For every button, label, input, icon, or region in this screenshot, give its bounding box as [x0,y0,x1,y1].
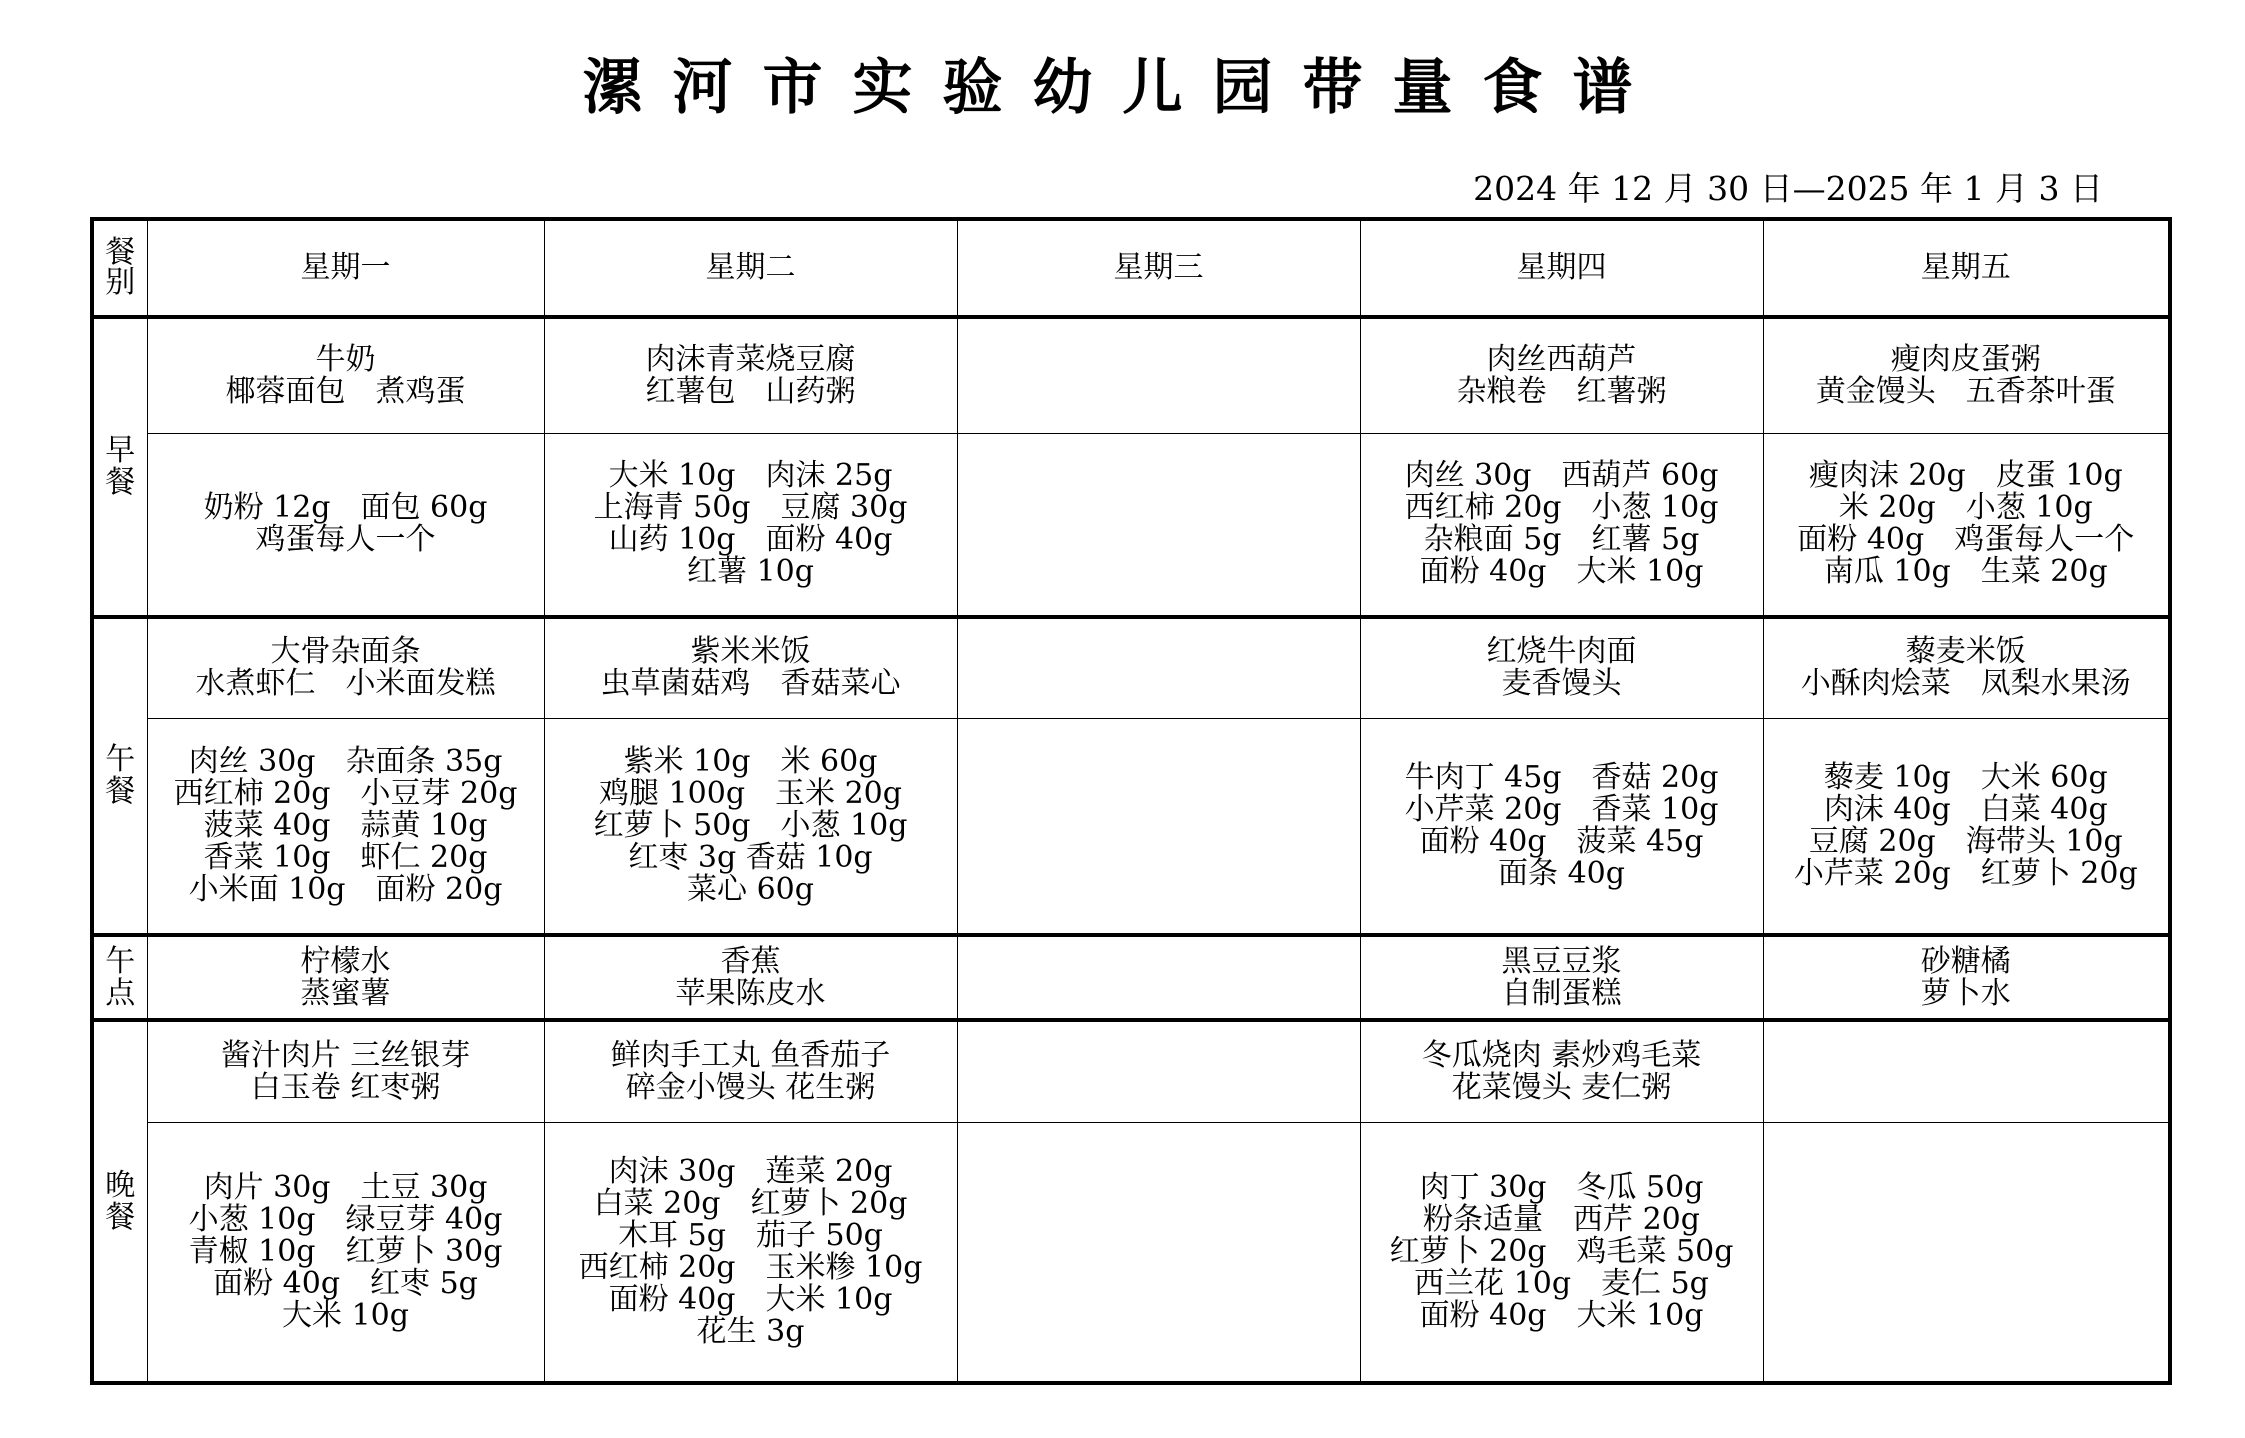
ingredients-cell [957,433,1360,617]
ingredients-cell [1763,1122,2170,1383]
ingredients-cell: 牛肉丁 45g 香菇 20g 小芹菜 20g 香菜 10g 面粉 40g 菠菜 45g 面条 40g [1360,718,1763,935]
ingredients-cell: 奶粉 12g 面包 60g 鸡蛋每人一个 [147,433,544,617]
dish-cell: 冬瓜烧肉 素炒鸡毛菜 花菜馒头 麦仁粥 [1360,1020,1763,1122]
dish-cell: 瘦肉皮蛋粥 黄金馒头 五香茶叶蛋 [1763,317,2170,433]
ingredients-cell [957,718,1360,935]
dish-cell [957,935,1360,1020]
dish-cell: 香蕉 苹果陈皮水 [544,935,957,1020]
dish-cell: 牛奶 椰蓉面包 煮鸡蛋 [147,317,544,433]
ingredients-cell: 肉丁 30g 冬瓜 50g 粉条适量 西芹 20g 红萝卜 20g 鸡毛菜 50g 西兰花 10g 麦仁 5g 面粉 40g 大米 10g [1360,1122,1763,1383]
day-header: 星期五 [1763,219,2170,317]
ingredients-cell: 肉丝 30g 西葫芦 60g 西红柿 20g 小葱 10g 杂粮面 5g 红薯 5g 面粉 40g 大米 10g [1360,433,1763,617]
page-title: 漯河市实验幼儿园带量食谱 [582,53,1663,123]
dish-cell: 黑豆豆浆 自制蛋糕 [1360,935,1763,1020]
day-header: 星期四 [1360,219,1763,317]
dish-cell [957,317,1360,433]
meal-label-breakfast: 早 餐 [92,317,147,617]
meal-column-header: 餐 别 [92,219,147,317]
dish-cell: 酱汁肉片 三丝银芽 白玉卷 红枣粥 [147,1020,544,1122]
dinner-ingredients-row [92,1122,2170,1383]
ingredients-cell: 大米 10g 肉沫 25g 上海青 50g 豆腐 30g 山药 10g 面粉 40g 红薯 10g [544,433,957,617]
header-row [92,219,2170,317]
date-range: 2024 年 12 月 30 日—2025 年 1 月 3 日 [1473,169,2103,208]
menu-table [90,217,2172,1385]
dish-cell: 红烧牛肉面 麦香馒头 [1360,617,1763,718]
day-header: 星期三 [957,219,1360,317]
dish-cell: 鲜肉手工丸 鱼香茄子 碎金小馒头 花生粥 [544,1020,957,1122]
ingredients-cell: 藜麦 10g 大米 60g 肉沫 40g 白菜 40g 豆腐 20g 海带头 10g 小芹菜 20g 红萝卜 20g [1763,718,2170,935]
meal-label-dinner: 晚 餐 [92,1020,147,1383]
ingredients-cell: 紫米 10g 米 60g 鸡腿 100g 玉米 20g 红萝卜 50g 小葱 10g 红枣 3g 香菇 10g 菜心 60g [544,718,957,935]
dish-cell: 柠檬水 蒸蜜薯 [147,935,544,1020]
ingredients-cell: 肉丝 30g 杂面条 35g 西红柿 20g 小豆芽 20g 菠菜 40g 蒜黄 10g 香菜 10g 虾仁 20g 小米面 10g 面粉 20g [147,718,544,935]
dish-cell: 紫米米饭 虫草菌菇鸡 香菇菜心 [544,617,957,718]
dish-cell: 肉丝西葫芦 杂粮卷 红薯粥 [1360,317,1763,433]
day-header: 星期二 [544,219,957,317]
dish-cell: 肉沫青菜烧豆腐 红薯包 山药粥 [544,317,957,433]
breakfast-ingredients-row [92,433,2170,617]
day-header: 星期一 [147,219,544,317]
dish-cell [957,1020,1360,1122]
ingredients-cell: 肉沫 30g 莲菜 20g 白菜 20g 红萝卜 20g 木耳 5g 茄子 50g 西红柿 20g 玉米糁 10g 面粉 40g 大米 10g 花生 3g [544,1122,957,1383]
meal-label-snack: 午 点 [92,935,147,1020]
lunch-dishes-row [92,617,2170,718]
dish-cell [957,617,1360,718]
dish-cell: 砂糖橘 萝卜水 [1763,935,2170,1020]
ingredients-cell: 瘦肉沫 20g 皮蛋 10g 米 20g 小葱 10g 面粉 40g 鸡蛋每人一个 南瓜 10g 生菜 20g [1763,433,2170,617]
dish-cell: 大骨杂面条 水煮虾仁 小米面发糕 [147,617,544,718]
dinner-dishes-row [92,1020,2170,1122]
dish-cell: 藜麦米饭 小酥肉烩菜 凤梨水果汤 [1763,617,2170,718]
lunch-ingredients-row [92,718,2170,935]
snack-row [92,935,2170,1020]
dish-cell [1763,1020,2170,1122]
ingredients-cell [957,1122,1360,1383]
meal-label-lunch: 午 餐 [92,617,147,935]
breakfast-dishes-row [92,317,2170,433]
ingredients-cell: 肉片 30g 土豆 30g 小葱 10g 绿豆芽 40g 青椒 10g 红萝卜 30g 面粉 40g 红枣 5g 大米 10g [147,1122,544,1383]
